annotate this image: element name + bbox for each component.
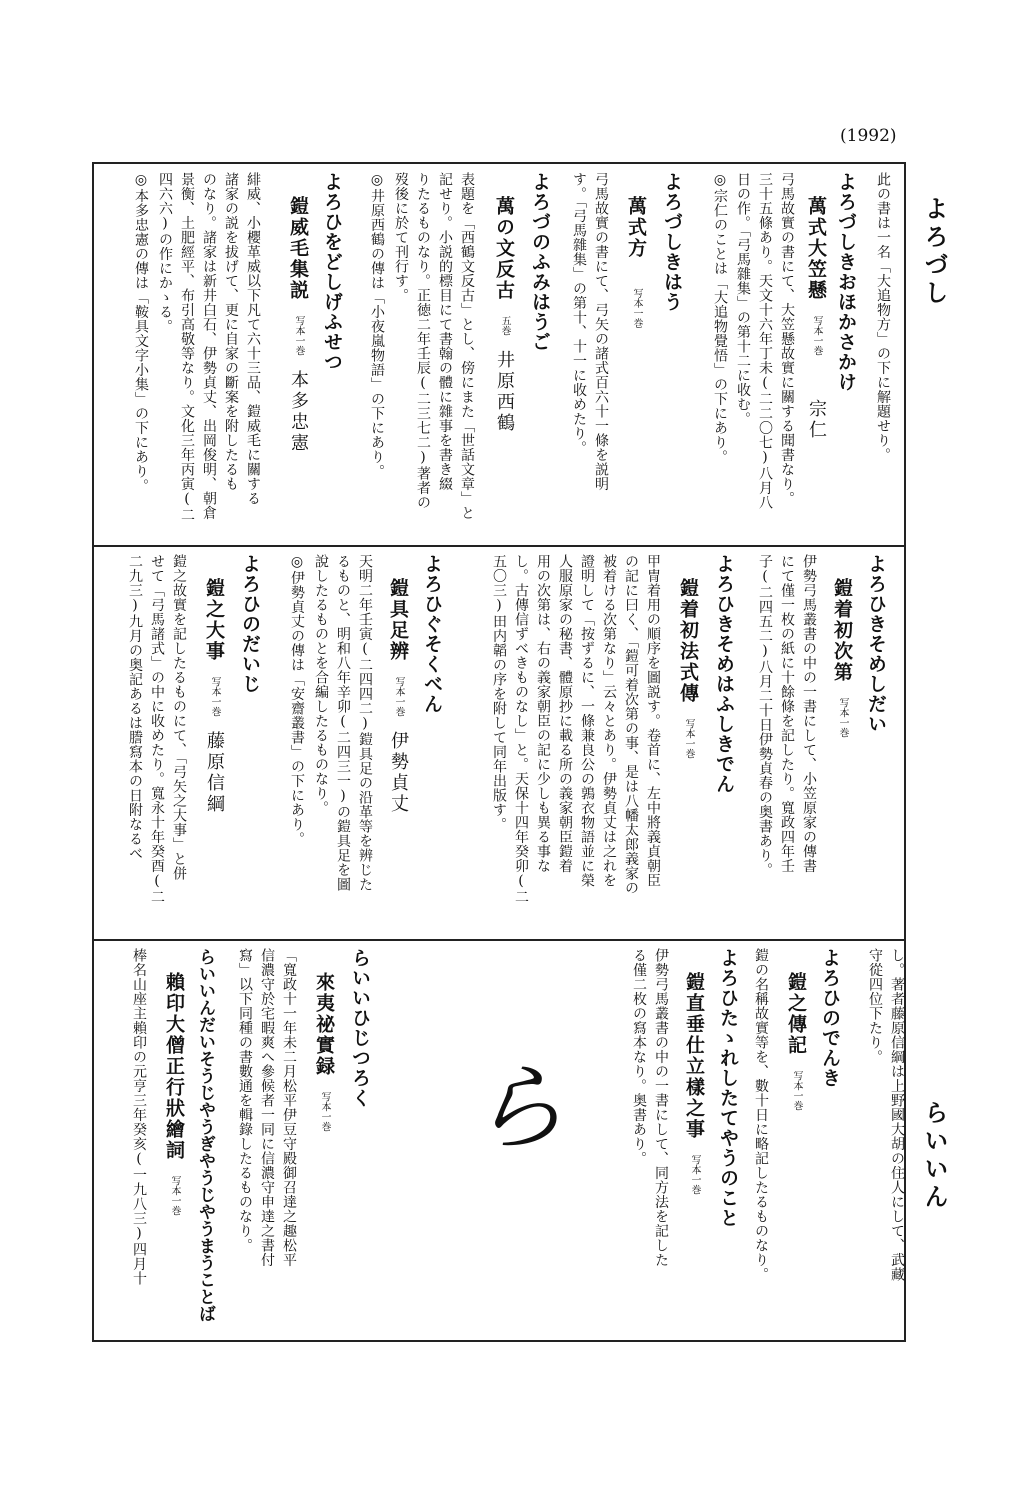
section-head-yorozushi: よろづし [920, 196, 949, 308]
entry-reading: よろひをどしげふせつ [321, 172, 343, 372]
entry-heading: 鎧之大事 写本一巻 藤原信綱 [203, 578, 225, 815]
section-initial-ra: ら [470, 1052, 566, 1164]
entry-text: 伊勢弓馬叢書の中の一書にして、小笠原家の傳書 [801, 554, 817, 873]
entry-text: 子(二四五二)八月二十日伊勢貞春の奥書あり。 [757, 554, 773, 877]
entry-reading: よろひきそめはふしきでん [713, 554, 735, 794]
entry-heading: 賴印大僧正行狀繪詞 写本一巻 [163, 972, 185, 1216]
entry-text: 諸家の説を拔げて、更に自家の斷案を附したるも [223, 172, 239, 491]
entry-text: 「寬政十一年未二月松平伊豆守殿御召達之趣松平 [281, 948, 297, 1267]
entry-heading: 鎧威毛集説 写本一巻 本多忠憲 [287, 196, 309, 454]
entry-text: 天明二年壬寅(二四四二)鎧具足の沿革等を辨じた [357, 554, 373, 892]
entry-heading: 鎧着初法式傳 写本一巻 [677, 578, 699, 759]
entry-text: 弓馬故實の書にて、弓矢の諸式百六十一條を説明 [593, 172, 609, 491]
entry-text: 被着ける次第なり」云々とあり。伊勢貞丈は之れを [601, 554, 617, 888]
entry-text: 記せり。小説的標目にて書翰の體に雜事を書き綴 [437, 172, 453, 491]
entry-heading: 來夷祕實録 写本一巻 [313, 972, 335, 1132]
entry-text: す。「弓馬雜集」の第十、十一に收めたり。 [571, 172, 587, 455]
entry-text: 二九三)九月の奥記あるは謄寫本の日附なるべ [127, 554, 143, 861]
entry-text: の記に曰く、「鎧可着次第の事、是は八幡太郎義家の [623, 554, 639, 895]
entry-heading: 萬式方 写本一巻 [625, 196, 647, 328]
entry-text: 四六六)の作にかゝる。 [157, 172, 173, 334]
entry-heading: 鎧之傳記 写本一巻 [785, 972, 807, 1111]
entry-text: 說したるものとを合編したるものなり。 [313, 554, 329, 815]
entry-heading: 鎧直垂仕立樣之事 写本一巻 [683, 972, 705, 1195]
entry-heading: 萬の文反古 五巻 井原西鶴 [493, 196, 515, 434]
entry-reading: らいいんだいそうじやうぎやうじやうまうことば [195, 948, 215, 1322]
entry-text: 表題を「西鶴文反古」とし、傍にまた「世話文章」と [459, 172, 475, 520]
entry-text: 守從四位下たり。 [867, 948, 883, 1064]
entry-text: 鎧之故實を記したるものにて、「弓矢之大事」と併 [171, 554, 187, 881]
tier-divider-1 [94, 545, 904, 547]
tier-1 [96, 166, 902, 544]
section-head-raiin: らいいん [920, 1100, 949, 1212]
page-number: (1992) [840, 126, 897, 146]
entry-text: 歿後に於て刊行す。 [393, 172, 409, 303]
entry-reading: よろひのだいじ [239, 554, 261, 694]
entry-reading: よろひぐそくべん [421, 554, 443, 714]
entry-text: 緋威、小櫻革威以下凡て六十三品、鎧威毛に關する [245, 172, 261, 506]
entry-text: るものと、明和八年辛卯(二四三一)の鎧具足を圖 [335, 554, 351, 892]
entry-heading: 萬式大笠懸 写本一巻 宗仁 [805, 196, 827, 441]
entry-text: 鎧の名稱故實等を、數十日に略記したるものなり。 [753, 948, 769, 1282]
entry-text: 寫」以下同種の書數通を輯錄したるものなり。 [237, 948, 253, 1253]
entry-text: 伊勢弓馬叢書の中の一書にして、同方法を記した [653, 948, 669, 1267]
entry-text: 三十五條あり。天文十六年丁未(二二〇七)八月八 [757, 172, 773, 510]
entry-text: せて「弓馬諸式」の中に收めたり。寬永十年癸酉(二 [149, 554, 165, 904]
entry-text: 甲冑着用の順序を圖説す。卷首に、左中將義貞朝臣 [645, 554, 661, 888]
entry-text: 棒名山座主賴印の元亨三年癸亥(一九八三)四月十 [131, 948, 147, 1286]
entry-reading: よろひのでんき [819, 948, 841, 1088]
entry-text: のなり。諸家は新井白石、伊勢貞丈、出岡俊明、朝倉 [201, 172, 217, 520]
entry-text: し。古傳信ずべきものなし」と。天保十四年癸卯(二 [513, 554, 529, 904]
entry-text: し。著者藤原信綱は上野國大胡の住人にして、武藏 [889, 948, 905, 1282]
entry-text: 信濃守於宅暇爽へ參候者一同に信濃守申達之書付 [259, 948, 275, 1267]
entry-text: 證明して「按ずるに、一條兼良公の鶉衣物語並に榮 [579, 554, 595, 888]
entry-heading: 鎧具足辨 写本一巻 伊勢貞丈 [387, 578, 409, 815]
entry-text: 日の作。「弓馬雜集」の第十二に收む。 [735, 172, 751, 426]
entry-reading: よろづしきはう [661, 172, 683, 312]
entry-text: にて僅一枚の紙に十餘條を記したり。寬政四年壬 [779, 554, 795, 873]
entry-text: 用の次第は、右の義家朝臣の記に少しも異る事な [535, 554, 551, 873]
entry-text: ◎伊勢貞丈の傳は「安齋叢書」の下にあり。 [289, 554, 305, 846]
tier-2 [96, 548, 902, 938]
entry-text: 此の書は一名「大追物方」の下に解題せり。 [875, 172, 891, 462]
entry-text: 弓馬故實の書にて、大笠懸故實に關する聞書なり。 [779, 172, 795, 506]
tier-divider-2 [94, 939, 904, 941]
entry-text: りたるものなり。正徳二年壬辰(二三七二)著者の [415, 172, 431, 510]
entry-text: 五〇三)田内韜の序を附して同年出版す。 [491, 554, 507, 832]
entry-text: ◎宗仁のことは「大追物覺悟」の下にあり。 [712, 172, 728, 464]
entry-reading: よろづのふみはうご [529, 172, 551, 352]
entry-reading: よろひきそめしだい [865, 554, 887, 734]
entry-text: る僅二枚の寫本なり。奥書あり。 [631, 948, 647, 1166]
entry-heading: 鎧着初次第 写本一巻 [831, 578, 853, 738]
entry-text: ◎本多忠憲の傳は「鞍具文字小集」の下にあり。 [133, 172, 149, 493]
entry-text: ◎井原西鶴の傳は「小夜嵐物語」の下にあり。 [369, 172, 385, 479]
entry-text: 景衡、土肥經平、布引高敬等なり。文化三年丙寅(二 [179, 172, 195, 522]
entry-reading: よろひたゝれしたてやうのこと [717, 948, 739, 1228]
entry-text: 人服原家の秘書、體原抄に載る所の義家朝臣鎧着 [557, 554, 573, 873]
entry-reading: よろづしきおほかさかけ [835, 172, 857, 392]
entry-reading: らいいひじつろく [349, 948, 371, 1108]
